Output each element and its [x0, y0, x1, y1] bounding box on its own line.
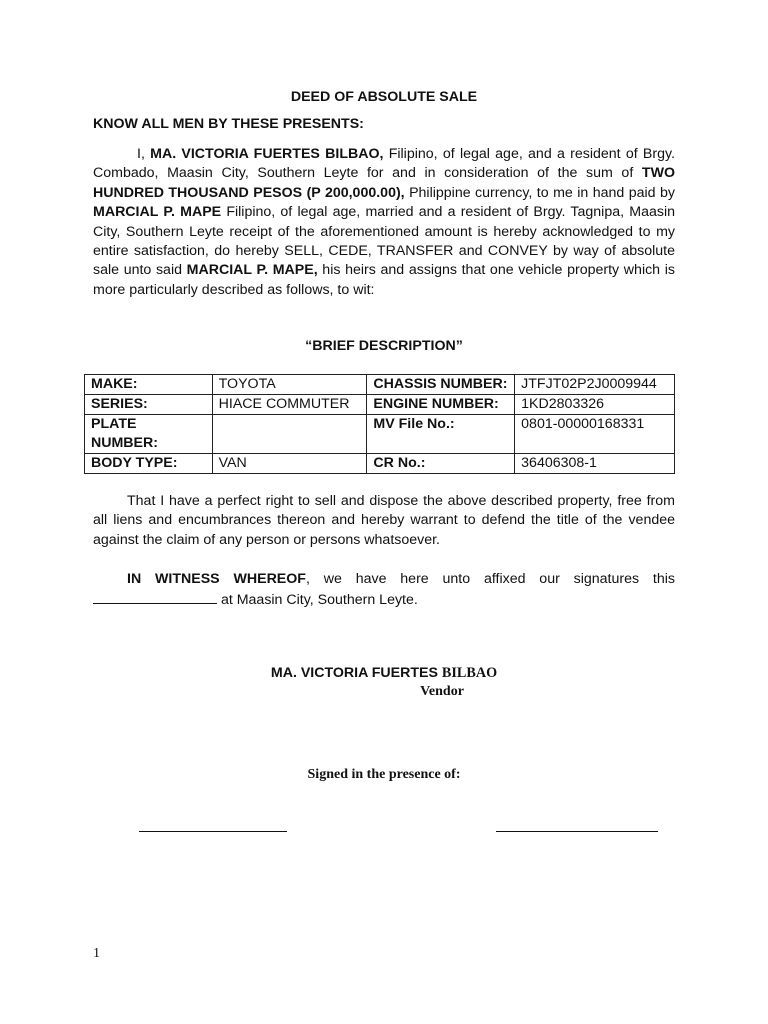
value-cell: 36406308-1	[515, 454, 675, 474]
date-blank-line	[93, 589, 217, 604]
document-title: DEED OF ABSOLUTE SALE	[290, 89, 478, 105]
witness-label: Signed in the presence of:	[307, 767, 461, 782]
label-cell: SERIES:	[85, 395, 213, 415]
label-cell: ENGINE NUMBER:	[367, 395, 515, 415]
label-cell: MAKE:	[85, 375, 213, 395]
paragraph-consideration	[93, 145, 675, 300]
table-row	[85, 415, 675, 454]
value-cell: HIACE COMMUTER	[212, 395, 367, 415]
witness-signature-line-right	[496, 831, 658, 832]
witness-whereof-bold: IN WITNESS WHEREOF	[127, 571, 306, 587]
text-segment: Filipino, of legal age, married and a resident of Brgy. Tagnipa, Maasin City, Southern Leyte receipt of the aforementioned amount is hereby acknowledged to my entire satisfaction, do hereby SELL, CEDE, TRANSFER and CONVEY by way of absolute sale unto said	[93, 204, 675, 279]
label-cell: CHASSIS NUMBER:	[367, 375, 515, 395]
label-cell: MV File No.:	[367, 415, 515, 454]
salutation: KNOW ALL MEN BY THESE PRESENTS:	[93, 116, 364, 132]
vendor-surname: BILBAO	[441, 665, 498, 681]
text-segment: Philippine currency, to me in hand paid by	[404, 184, 675, 201]
label-cell: PLATE NUMBER:	[85, 415, 213, 454]
vendee-name-bold: MARCIAL P. MAPE	[93, 204, 222, 221]
vendor-name-bold: MA. VICTORIA FUERTES BILBAO,	[150, 146, 384, 162]
page-number: 1	[93, 946, 100, 961]
value-cell: VAN	[212, 454, 367, 474]
text-segment: I,	[137, 146, 151, 162]
value-cell: 1KD2803326	[515, 395, 675, 415]
vendor-role-label: Vendor	[420, 684, 464, 699]
vendor-name-part: MA. VICTORIA FUERTES	[270, 665, 442, 681]
table-row	[85, 375, 675, 395]
label-cell: BODY TYPE:	[85, 454, 213, 474]
value-cell: 0801-00000168331	[515, 415, 675, 454]
brief-description-heading: “BRIEF DESCRIPTION”	[305, 338, 463, 354]
text-segment: his heirs and assigns that one vehicle property which is more particularly described as follows, to wit:	[93, 262, 675, 298]
paragraph-warranty: That I have a perfect right to sell and dispose the above described property, free from all liens and encumbrances thereon and hereby warrant to defend the title of the vendee against the claim of any person or persons whatsoever.	[93, 493, 675, 548]
text-segment: at Maasin City, Southern Leyte.	[217, 592, 418, 609]
text-segment: , we have here unto affixed our signatures this	[305, 571, 675, 587]
vendor-signature-name	[0, 665, 768, 682]
label-cell: CR No.:	[367, 454, 515, 474]
vendee-name-bold: MARCIAL P. MAPE,	[186, 262, 318, 279]
text-segment: Filipino, of legal age, and a resident of Brgy. Combado, Maasin City, Southern Leyte for and in consideration of the sum of	[93, 146, 675, 182]
value-cell: TOYOTA	[212, 375, 367, 395]
table-row	[85, 454, 675, 474]
paragraph-witness	[93, 570, 675, 611]
vehicle-description-table	[84, 374, 675, 474]
amount-bold: TWO HUNDRED THOUSAND PESOS (P 200,000.00),	[93, 165, 675, 201]
value-cell: JTFJT02P2J0009944	[515, 375, 675, 395]
table-row	[85, 395, 675, 415]
witness-signature-line-left	[139, 831, 287, 832]
value-cell	[212, 415, 367, 454]
